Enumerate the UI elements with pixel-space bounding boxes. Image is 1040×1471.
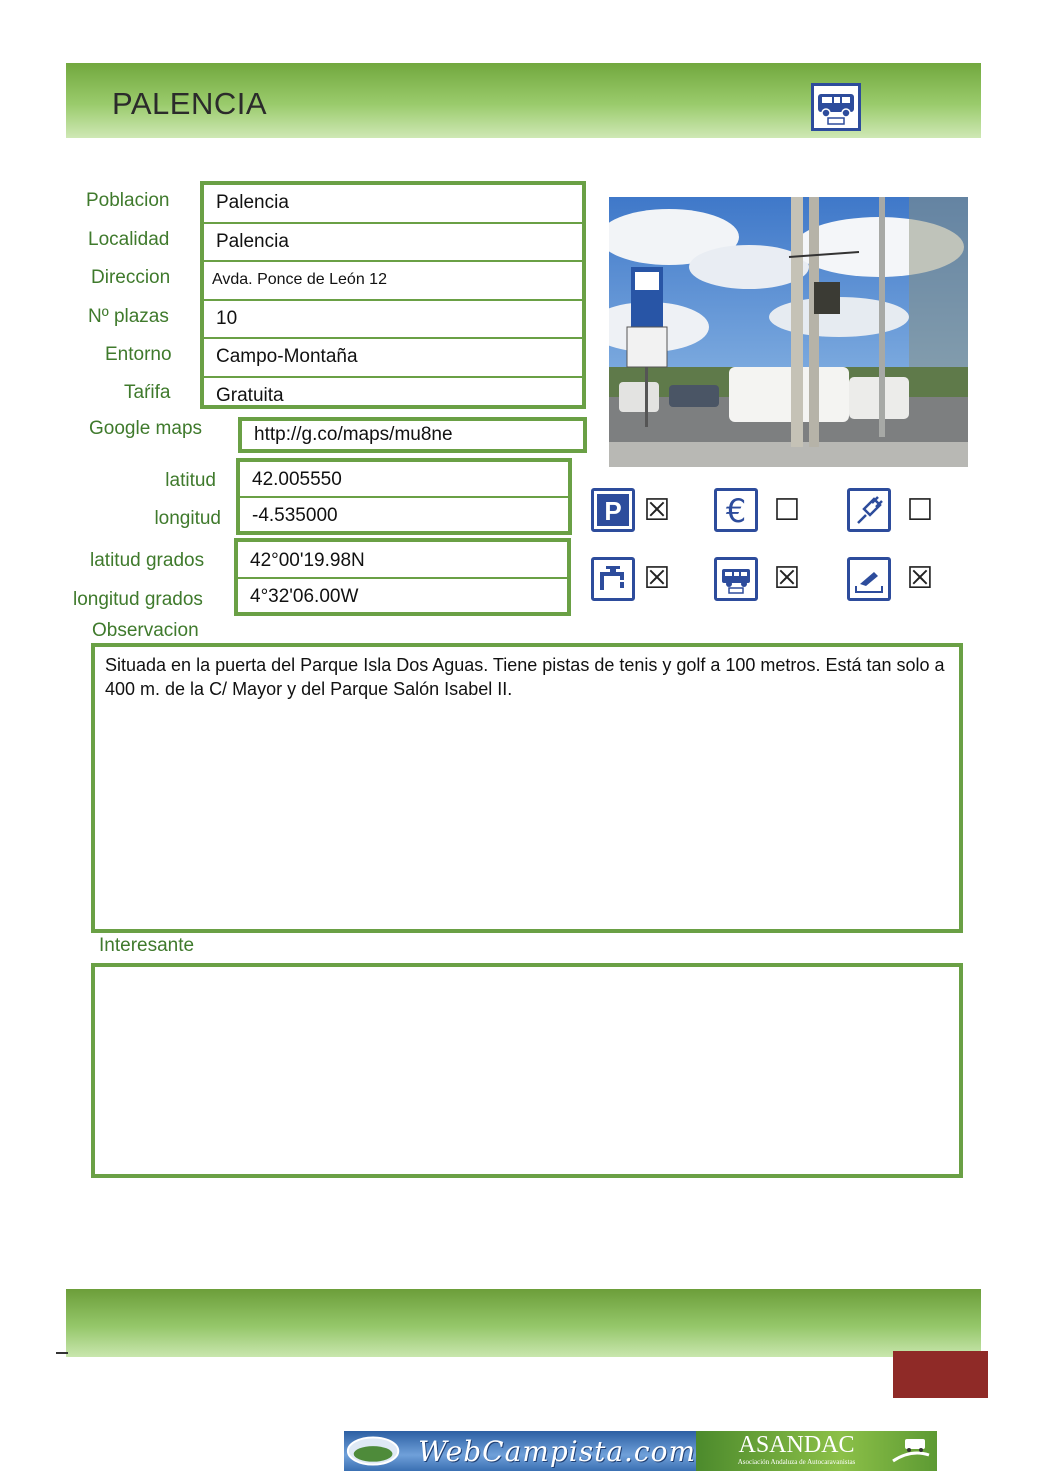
entorno-field: Campo-Montaña	[204, 339, 582, 378]
localidad-field: Palencia	[204, 224, 582, 263]
plazas-field: 10	[204, 301, 582, 340]
asandac-subtitle: Asociación Andaluza de Autocaravanistas	[737, 1458, 856, 1466]
plazas-label: Nº plazas	[88, 306, 169, 327]
waste-dump-icon	[847, 557, 891, 601]
direccion-field: Avda. Ponce de León 12	[204, 262, 582, 301]
page-title: PALENCIA	[112, 86, 268, 121]
interesante-box	[91, 963, 963, 1178]
coords-box	[236, 458, 572, 535]
longitud-field: -4.535000	[252, 505, 338, 526]
observacion-box	[91, 643, 963, 933]
parking-checkbox[interactable]: ☒	[643, 494, 671, 527]
tarifa-field: Gratuita	[216, 384, 284, 406]
footer-rule	[56, 1352, 68, 1354]
location-photo	[609, 197, 968, 467]
waste-dump-checkbox[interactable]: ☒	[906, 562, 934, 595]
asandac-title: ASANDAC	[738, 1432, 855, 1458]
euro-icon	[714, 488, 758, 532]
page-tab	[893, 1351, 988, 1398]
longitud-label: longitud	[154, 508, 221, 529]
direccion-label: Direccion	[91, 267, 171, 288]
latitud-grados-label: latitud grados	[90, 550, 205, 571]
electric-checkbox[interactable]: ☐	[906, 494, 934, 527]
water-tap-icon	[591, 557, 635, 601]
poblacion-field: Palencia	[204, 185, 582, 224]
globe-logo-icon	[344, 1434, 402, 1468]
parking-icon	[591, 488, 635, 532]
footer-band	[66, 1289, 981, 1357]
localidad-label: Localidad	[88, 229, 170, 250]
poblacion-label: Poblacion	[86, 190, 170, 211]
latitud-field: 42.005550	[240, 462, 568, 498]
longitud-grados-label: longitud grados	[73, 589, 203, 610]
google-maps-label: Google maps	[89, 418, 203, 439]
google-maps-link[interactable]: http://g.co/maps/mu8ne	[254, 424, 453, 445]
interesante-label: Interesante	[99, 935, 195, 956]
webcampista-text: WebCampista.com	[418, 1434, 696, 1468]
water-checkbox[interactable]: ☒	[643, 562, 671, 595]
info-box	[200, 181, 586, 409]
observacion-label: Observacion	[92, 620, 199, 641]
entorno-label: Entorno	[105, 344, 172, 365]
motorhome-service-icon	[714, 557, 758, 601]
webcampista-banner[interactable]	[344, 1431, 696, 1471]
asandac-logo-icon	[891, 1435, 931, 1467]
svg-text:€: €	[725, 493, 747, 527]
observacion-text: Situada en la puerta del Parque Isla Dos Aguas. Tiene pistas de tenis y golf a 100 metros. Está tan solo a 400 m. de la C/ Mayor y del Parque Salón Isabel II.	[105, 655, 945, 699]
asandac-banner[interactable]	[696, 1431, 937, 1471]
electric-plug-icon	[847, 488, 891, 532]
google-maps-box	[238, 417, 587, 453]
longitud-grados-field: 4°32'06.00W	[250, 586, 359, 607]
latitud-grados-field: 42°00'19.98N	[238, 542, 567, 579]
tarifa-label: Taŕifa	[124, 382, 171, 403]
svg-text:P: P	[604, 496, 622, 526]
motorhome-icon	[811, 83, 861, 131]
motorhome-service-checkbox[interactable]: ☒	[773, 562, 801, 595]
latitud-label: latitud	[165, 470, 216, 491]
euro-checkbox[interactable]: ☐	[773, 494, 801, 527]
interesante-text	[95, 967, 959, 979]
coords-grados-box	[234, 538, 571, 616]
